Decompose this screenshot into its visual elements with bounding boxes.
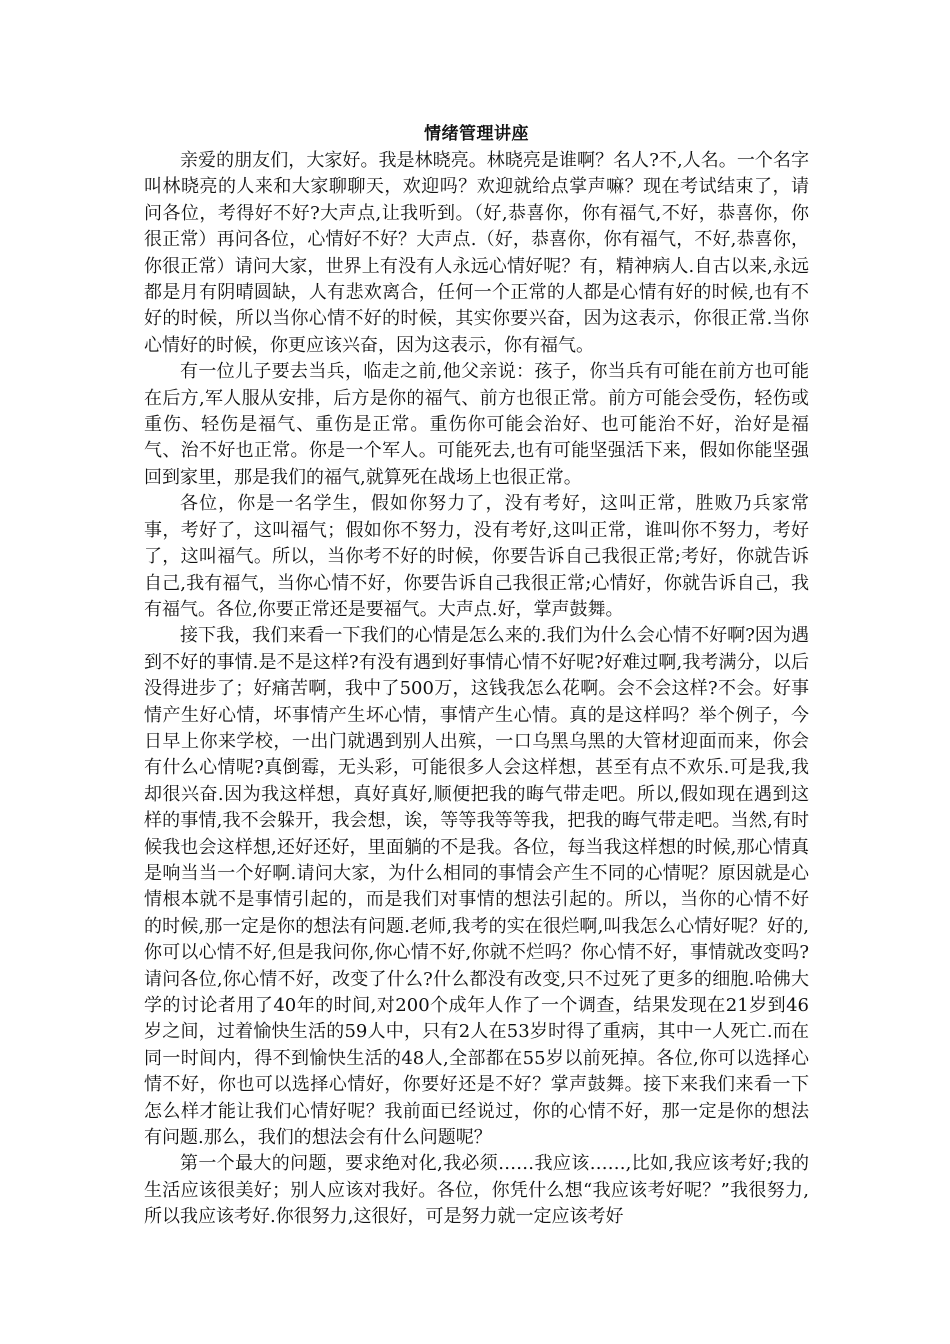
paragraph-5: 第一个最大的问题，要求绝对化,我必须……我应该……,比如,我应该考好;我的生活应该很美好；别人应该对我好。各位，你凭什么想“我应该考好呢？”我很努力,所以我应该考好.你很努力,这很好，可是努力就一定应该考好 [144,1153,809,1228]
paragraph-1: 亲爱的朋友们，大家好。我是林晓亮。林晓亮是谁啊？名人?不,人名。一个名字叫林晓亮的人来和大家聊聊天，欢迎吗？欢迎就给点掌声嘛？现在考试结束了，请问各位，考得好不好?大声点,让我听到。（好,恭喜你，你有福气,不好，恭喜你，你很正常）再问各位，心情好不好？大声点.（好，恭喜你，你有福气，不好,恭喜你，你很正常）请问大家，世界上有没有人永远心情好呢？有，精神病人.自古以来,永远都是月有阴晴圆缺，人有悲欢离合，任何一个正常的人都是心情有好的时候,也有不好的时候，所以当你心情不好的时候，其实你要兴奋，因为这表示，你很正常.当你心情好的时候，你更应该兴奋，因为这表示，你有福气。 [144,150,809,356]
document-page [144,120,809,1231]
paragraph-2: 有一位儿子要去当兵，临走之前,他父亲说：孩子，你当兵有可能在前方也可能在后方,军人服从安排，后方是你的福气、前方也很正常。前方可能会受伤，轻伤或重伤、轻伤是福气、重伤是正常。重伤你可能会治好、也可能治不好，治好是福气、治不好也正常。你是一个军人。可能死去,也有可能坚强活下来，假如你能坚强回到家里，那是我们的福气,就算死在战场上也很正常。 [144,361,809,488]
paragraph-3: 各位，你是一名学生，假如你努力了，没有考好，这叫正常，胜败乃兵家常事，考好了，这叫福气；假如你不努力，没有考好,这叫正常，谁叫你不努力，考好了，这叫福气。所以，当你考不好的时候，你要告诉自己我很正常;考好，你就告诉自己,我有福气，当你心情不好，你要告诉自己我很正常;心情好，你就告诉自己，我有福气。各位,你要正常还是要福气。大声点.好，掌声鼓舞。 [144,493,809,620]
paragraph-4: 接下我，我们来看一下我们的心情是怎么来的.我们为什么会心情不好啊?因为遇到不好的事情.是不是这样?有没有遇到好事情心情不好呢?好难过啊,我考满分，以后没得进步了；好痛苦啊，我中了500万，这钱我怎么花啊。会不会这样?不会。好事情产生好心情，坏事情产生坏心情，事情产生心情。真的是这样吗？举个例子，今日早上你来学校，一出门就遇到别人出殡，一口乌黑乌黑的大管材迎面而来，你会有什么心情呢?真倒霉，无头彩，可能很多人会这样想，甚至有点不欢乐.可是我,我却很兴奋.因为我这样想，真好真好,顺便把我的晦气带走吧。所以,假如现在遇到这样的事情,我不会躲开，我会想，诶，等等我等等我，把我的晦气带走吧。当然,有时候我也会这样想,还好还好，里面躺的不是我。各位，每当我这样想的时候,那心情真是响当当一个好啊.请问大家，为什么相同的事情会产生不同的心情呢？原因就是心情根本就不是事情引起的，而是我们对事情的想法引起的。所以，当你的心情不好的时候,那一定是你的想法有问题.老师,我考的实在很烂啊,叫我怎么心情好呢？好的,你可以心情不好,但是我问你,你心情不好,你就不烂吗？你心情不好，事情就改变吗?请问各位,你心情不好，改变了什么?什么都没有改变,只不过死了更多的细胞.哈佛大学的讨论者用了40年的时间,对200个成年人作了一个调查，结果发现在21岁到46岁之间，过着愉快生活的59人中，只有2人在53岁时得了重病，其中一人死亡.而在同一时间内，得不到愉快生活的48人,全部都在55岁以前死掉。各位,你可以选择心情不好，你也可以选择心情好，你要好还是不好？掌声鼓舞。接下来我们来看一下怎么样才能让我们心情好呢？我前面已经说过，你的心情不好，那一定是你的想法有问题.那么，我们的想法会有什么问题呢？ [144,625,809,1149]
document-title: 情绪管理讲座 [424,124,529,144]
